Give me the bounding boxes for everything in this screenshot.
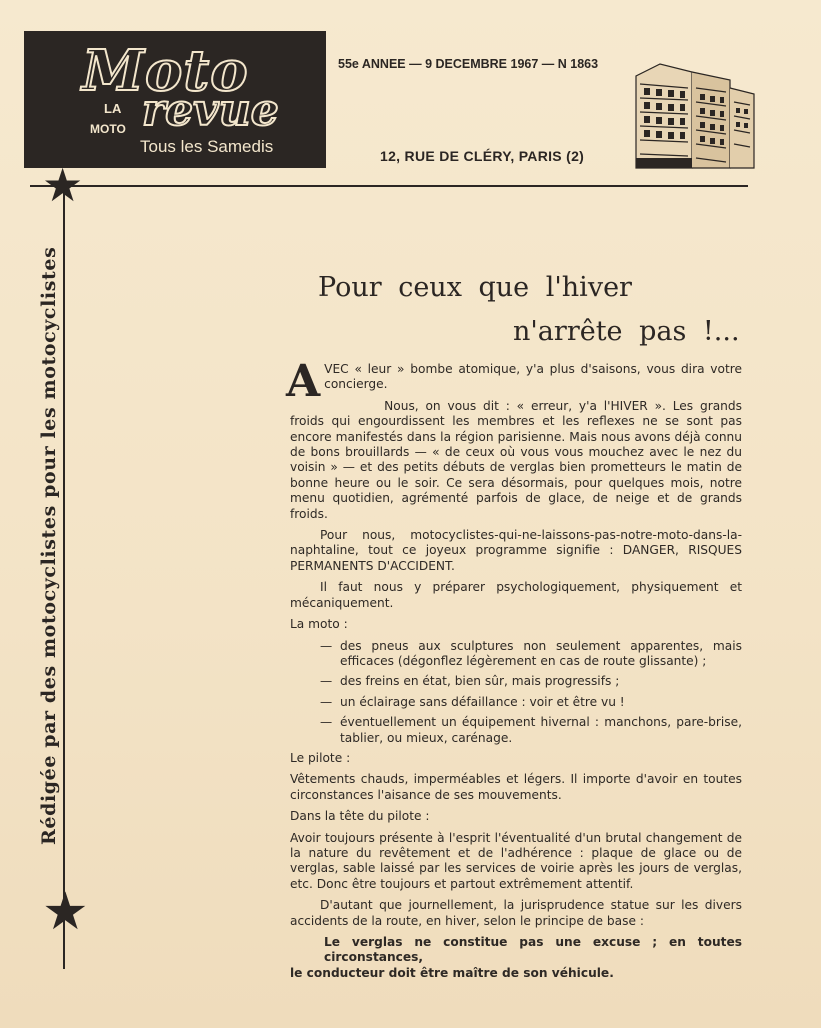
- moto-heading: La moto :: [290, 617, 348, 632]
- star-bottom-icon: ★: [42, 882, 89, 942]
- logo-la-word: LA: [104, 101, 122, 116]
- paragraph-3: Pour nous, motocyclistes-qui-ne-laissons-pas-notre-moto-dans-la-naphtaline, tout ce joyeux programme signifie : DANGER, RISQUES PERMANENTS D'ACCIDENT.: [290, 528, 742, 573]
- bold-conclusion: [290, 935, 742, 981]
- dash-marker: —: [320, 715, 333, 730]
- pilote-text: Vêtements chauds, imperméables et légers. Il importe d'avoir en toutes circonstances l'aisance de ses mouvements.: [290, 772, 742, 802]
- paragraph-4: Il faut nous y préparer psychologiquement, physiquement et mécaniquement.: [290, 580, 742, 610]
- drop-cap: A: [286, 356, 321, 407]
- logo-revue-word: revue: [142, 85, 279, 136]
- dash-marker: —: [320, 694, 333, 709]
- sidebar-vertical-text: Rédigée par des motocyclistes pour les motocyclistes: [38, 246, 60, 845]
- bold-conclusion-line-2: le conducteur doit être maître de son véhicule.: [290, 965, 614, 980]
- logo-moto-small-word: MOTO: [90, 122, 126, 136]
- header-rule: [30, 185, 748, 187]
- article-body: [286, 356, 742, 987]
- publisher-address: 12, RUE DE CLÉRY, PARIS (2): [380, 148, 585, 164]
- list-item: — des pneus aux sculptures non seulement apparentes, mais efficaces (dégonflez légèrement en cas de route glissante) ;: [320, 638, 742, 668]
- paragraph-intro-text: VEC « leur » bombe atomique, y'a plus d'saisons, vous dira votre concierge.: [324, 362, 742, 392]
- dash-marker: —: [320, 638, 333, 653]
- building-illustration-icon: [630, 58, 758, 170]
- paragraph-final: D'autant que journellement, la jurisprudence statue sur les divers accidents de la route, en hiver, selon le principe de base :: [290, 898, 742, 928]
- masthead-logo-block: [24, 31, 326, 168]
- star-top-icon: ★: [42, 158, 84, 212]
- logo-moto-word: Moto: [82, 38, 249, 104]
- list-item: — des freins en état, bien sûr, mais progressifs ;: [320, 674, 620, 689]
- dash-marker: —: [320, 674, 333, 689]
- article-title-line-1: Pour ceux que l'hiver: [318, 272, 632, 303]
- tete-text: Avoir toujours présente à l'esprit l'éventualité d'un brutal changement de la nature du revêtement et de l'adhérence : plaque de glace ou de verglas, sable laissé par les services de voirie après les jours de verglas, etc. Donc être toujours et partout extrêmement attentif.: [290, 830, 742, 891]
- sidebar-rule: [63, 185, 65, 969]
- list-item: — éventuellement un équipement hivernal : manchons, pare-brise, tablier, ou mieux, carénage.: [320, 715, 742, 745]
- article-title-line-2: n'arrête pas !...: [513, 316, 740, 347]
- list-item: — un éclairage sans défaillance : voir et être vu !: [320, 694, 625, 709]
- issue-line: 55e ANNEE — 9 DECEMBRE 1967 — N 1863: [338, 57, 599, 71]
- paragraph-2: Nous, on vous dit : « erreur, y'a l'HIVER ». Les grands froids qui engourdissent les membres et les reflexes ne se sont pas encore manifestés dans la région parisienne. Mais nous avons déjà connu de bons brouillards — « de ceux où vous vous mouchez avec le nez du voisin » — et des petits débuts de verglas bien prometteurs le matin de bonne heure ou le soir. Ce sera désormais, pour quelques mois, notre menu quotidien, agrémenté parfois de glace, de neige et de grands froids.: [290, 398, 742, 521]
- masthead-tagline: Tous les Samedis: [140, 137, 274, 156]
- bold-conclusion-line-1: Le verglas ne constitue pas une excuse ; en toutes circonstances,: [324, 935, 742, 965]
- pilote-heading: Le pilote :: [290, 750, 351, 765]
- tete-heading: Dans la tête du pilote :: [290, 809, 430, 824]
- paragraph-intro: [286, 356, 742, 407]
- moto-list: [320, 639, 742, 746]
